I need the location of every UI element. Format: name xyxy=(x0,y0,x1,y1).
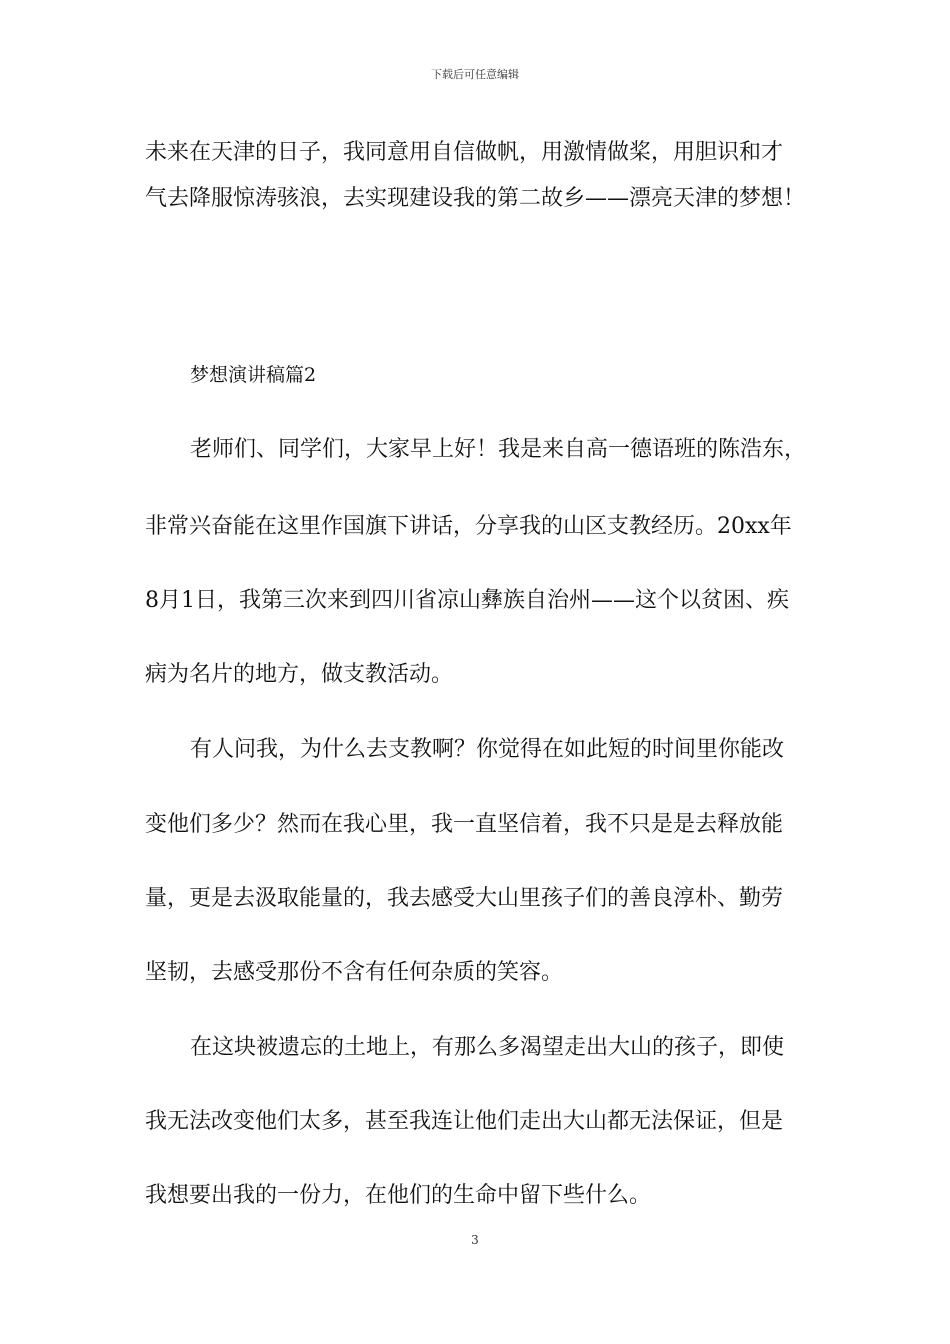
section-heading: 梦想演讲稿篇2 xyxy=(190,364,317,386)
paragraph-3-line-2: 变他们多少？然而在我心里，我一直坚信着，我不只是是去释放能 xyxy=(145,812,784,837)
paragraph-2-line-2: 非常兴奋能在这里作国旗下讲话，分享我的山区支教经历。20xx年 xyxy=(145,514,792,539)
paragraph-2-line-4: 病为名片的地方，做支教活动。 xyxy=(145,662,454,687)
page-number: 3 xyxy=(471,1233,479,1247)
page-header: 下载后可任意编辑 xyxy=(431,68,519,81)
paragraph-4-line-1: 在这块被遗忘的土地上，有那么多渴望走出大山的孩子，即使 xyxy=(190,1035,785,1060)
paragraph-4-line-2: 我无法改变他们太多，甚至我连让他们走出大山都无法保证，但是 xyxy=(145,1109,784,1134)
paragraph-3-line-4: 坚韧，去感受那份不含有任何杂质的笑容。 xyxy=(145,960,564,985)
paragraph-3-line-1: 有人问我，为什么去支教啊？你觉得在如此短的时间里你能改 xyxy=(190,737,785,762)
paragraph-4-line-3: 我想要出我的一份力，在他们的生命中留下些什么。 xyxy=(145,1183,652,1208)
paragraph-1-line-2: 气去降服惊涛骇浪，去实现建设我的第二故乡——漂亮天津的梦想！ xyxy=(145,186,806,211)
paragraph-1-line-1: 未来在天津的日子，我同意用自信做帆，用激情做桨，用胆识和才 xyxy=(145,140,784,165)
paragraph-2-line-3: 8月1日，我第三次来到四川省凉山彝族自治州——这个以贫困、疾 xyxy=(145,588,789,613)
paragraph-2-line-1: 老师们、同学们，大家早上好！我是来自高一德语班的陈浩东， xyxy=(190,437,807,462)
paragraph-3-line-3: 量，更是去汲取能量的，我去感受大山里孩子们的善良淳朴、勤劳 xyxy=(145,886,784,911)
